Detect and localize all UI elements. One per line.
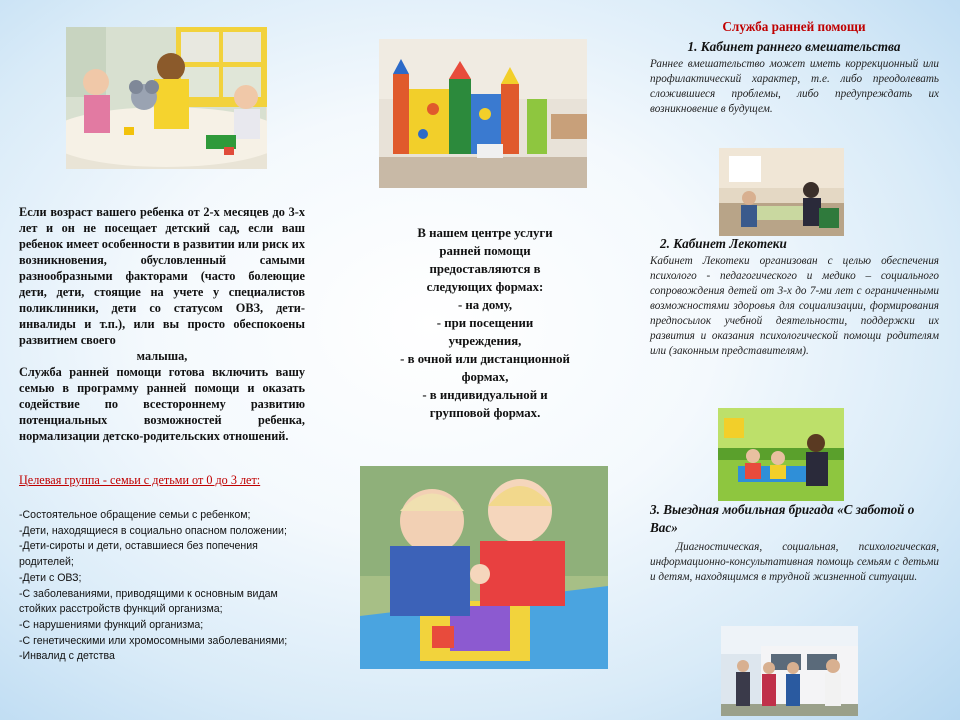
service-forms-block — [371, 224, 599, 422]
mobile-team-text: Диагностическая, социальная, психологическая, информационно-консультативная помощь семьям с детьми и детям, находящимся в трудной жизненной ситуации. — [650, 541, 939, 583]
list-item: -Инвалид с детства — [19, 650, 115, 663]
list-item: -С нарушениями функций организма; — [19, 618, 204, 631]
service-forms-line: - на дому, — [457, 298, 513, 312]
service-forms-line: групповой формах. — [429, 406, 541, 420]
lekoteka-text: Кабинет Лекотеки организован с целью обеспечения психолого - педагогического и медико – социального сопровождения детей от 3-х до 7-ми лет с ограниченными возможностями здоровья для социализации, формирования предпосылок учебной деятельности, поддержки их развития и оказания психологической помощи родителям или (законным представителям). — [650, 255, 939, 357]
list-item: -С заболеваниями, приводящими к основным видам стойких расстройств функций организма; — [19, 587, 278, 616]
photo-lekoteka-room — [718, 408, 844, 501]
photo-consultation-room — [719, 148, 844, 236]
early-intervention-title: 1. Кабинет раннего вмешательства — [687, 39, 901, 54]
list-item: -Состоятельное обращение семьи с ребенком; — [19, 509, 251, 521]
photo-playroom — [379, 39, 587, 188]
service-offer-paragraph: Служба ранней помощи готова включить вашу семью в программу ранней помощи и оказать содействие по всестороннему развитию потенциальных возможностей ребенка, нормализации детско-родительских отношений. — [19, 365, 305, 443]
list-item: -Дети, находящиеся в социально опасном положении; — [19, 524, 287, 537]
intro-text-block — [19, 204, 305, 444]
intro-paragraph-end: малыша, — [136, 349, 188, 363]
service-forms-line: формах, — [461, 370, 509, 384]
list-item: -С генетическими или хромосомными заболеваниями; — [19, 634, 288, 647]
service-forms-line: следующих формах: — [426, 280, 544, 294]
photo-kids-puzzle — [360, 466, 608, 669]
list-item: -Дети-сироты и дети, оставшиеся без попечения родителей; — [19, 540, 258, 569]
mobile-team-text-block — [650, 540, 939, 585]
target-group-list — [19, 508, 309, 665]
service-forms-line: - в очной или дистанционной — [400, 352, 570, 366]
service-forms-line: - при посещении — [436, 316, 534, 330]
service-forms-line: ранней помощи — [439, 244, 531, 258]
early-intervention-text: Раннее вмешательство может иметь коррекционный или профилактический характер, т.е. либо преодолевать сложившиеся проблемы, либо предупреждать их возникновение в будущем. — [650, 58, 939, 115]
target-group-title: Целевая группа - семьи с детьми от 0 до 3 лет: — [19, 473, 261, 487]
list-item: -Дети с ОВЗ; — [19, 571, 82, 584]
service-forms-line: В нашем центре услуги — [417, 226, 553, 240]
mobile-team-title: 3. Выездная мобильная бригада «С заботой о Вас» — [650, 502, 915, 535]
photo-therapist-with-toddlers — [66, 27, 267, 169]
service-forms-line: учреждения, — [448, 334, 522, 348]
service-forms-line: предоставляются в — [429, 262, 541, 276]
lekoteka-title: 2. Кабинет Лекотеки — [660, 236, 787, 251]
service-title: Служба ранней помощи — [722, 19, 866, 34]
service-forms-line: - в индивидуальной и — [422, 388, 548, 402]
photo-mobile-team — [721, 626, 858, 716]
intro-paragraph: Если возраст вашего ребенка от 2-х месяцев до 3-х лет и он не посещает детский сад, если ваш ребенок имеет особенности в развитии или риск их возникновения, обусловленный самыми разнообразными факторами (часто болеющие дети, дети, стоящие на учете у специалистов поликлиники, дети со статусом ОВЗ, дети-инвалиды и т.п.), или вы просто обеспокоены развитием своего — [19, 205, 305, 347]
